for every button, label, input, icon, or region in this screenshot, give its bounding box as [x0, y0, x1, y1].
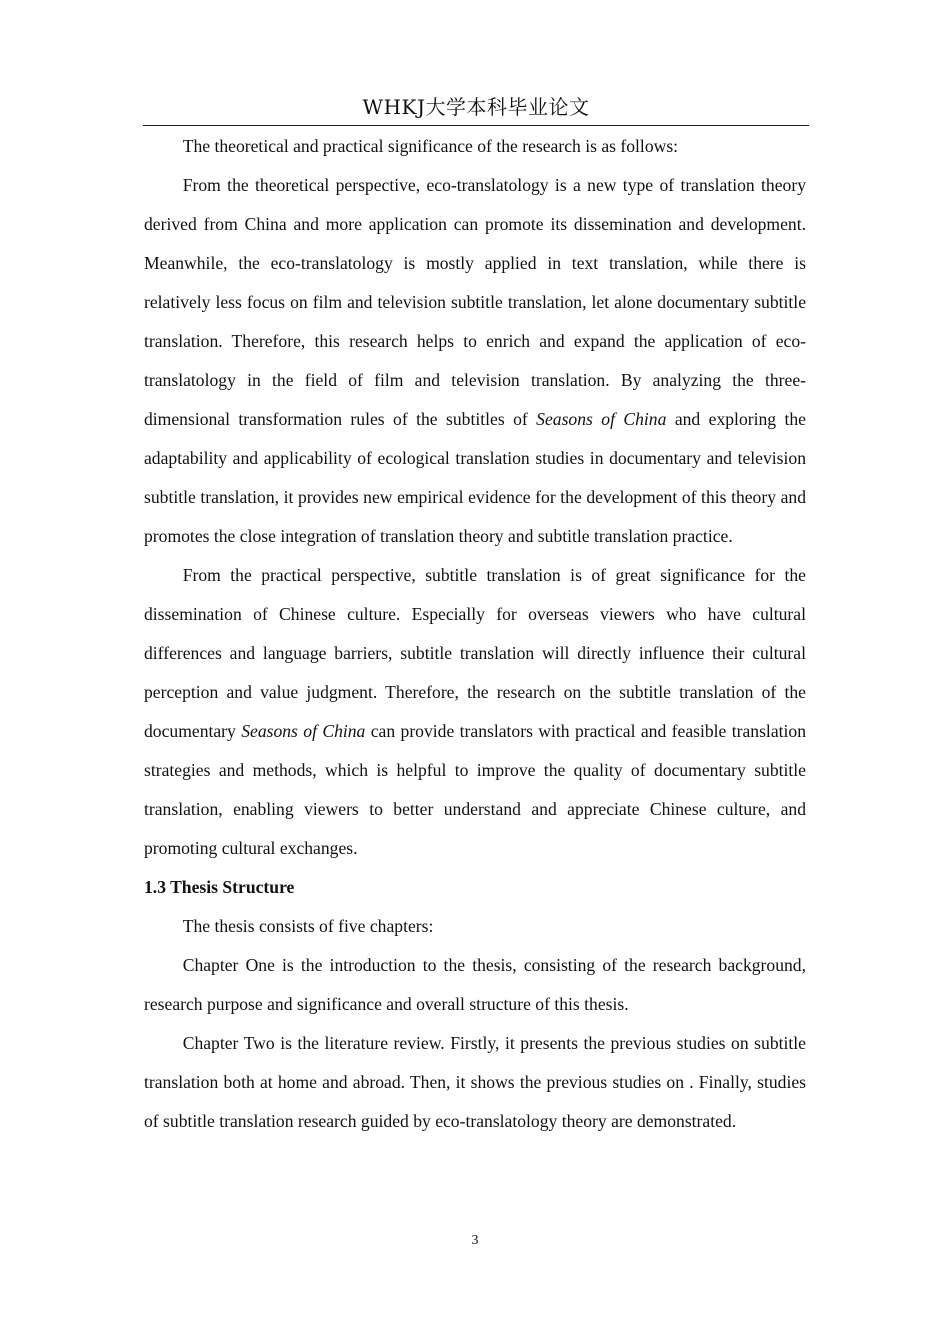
- documentary-title-italic: Seasons of China: [536, 409, 667, 429]
- page-body: [144, 127, 806, 1141]
- paragraph-chapter-two: [144, 1024, 806, 1141]
- paragraph-text: Chapter Two is the literature review. Firstly, it presents the previous studies on subtitle translation both at home and abroad. Then, it shows the previous studies on . Finally, studies of subtitle translation research guided by eco-translatology theory are demonstrated.: [144, 1033, 806, 1131]
- header-divider: [143, 125, 809, 126]
- paragraph-text: From the theoretical perspective, eco-translatology is a new type of translation theory derived from China and more application can promote its dissemination and development. Meanwhile, the eco-translatology is mostly applied in text translation, while there is relatively less focus on film and television subtitle translation, let alone documentary subtitle translation. Therefore, this research helps to enrich and expand the application of eco-translatology in the field of film and television translation. By analyzing the three-dimensional transformation rules of the subtitles of: [144, 175, 806, 429]
- paragraph-text: Chapter One is the introduction to the thesis, consisting of the research background, research purpose and significance and overall structure of this thesis.: [144, 955, 806, 1014]
- paragraph-theoretical-perspective: [144, 166, 806, 556]
- paragraph-chapters-intro: [144, 907, 806, 946]
- page-header-title: WHKJ大学本科毕业论文: [362, 95, 590, 119]
- paragraph-practical-perspective: [144, 556, 806, 868]
- paragraph-text: can provide translators with practical and feasible translation strategies and methods, which is helpful to improve the quality of documentary subtitle translation, enabling viewers to better understand and appreciate Chinese culture, and promoting cultural exchanges.: [144, 721, 806, 858]
- paragraph-text: The thesis consists of five chapters:: [182, 916, 434, 936]
- paragraph-text: and exploring the adaptability and applicability of ecological translation studies in documentary and television subtitle translation, it provides new empirical evidence for the development of this theory and promotes the close integration of translation theory and subtitle translation practice.: [144, 409, 806, 546]
- paragraph-significance-intro: [144, 127, 806, 166]
- paragraph-text: The theoretical and practical significance of the research is as follows:: [182, 136, 679, 156]
- paragraph-chapter-one: [144, 946, 806, 1024]
- page-number: 3: [471, 1233, 479, 1248]
- paragraph-text: From the practical perspective, subtitle translation is of great significance for the dissemination of Chinese culture. Especially for overseas viewers who have cultural differences and language barriers, subtitle translation will directly influence their cultural perception and value judgment. Therefore, the research on the subtitle translation of the documentary: [144, 565, 806, 741]
- section-heading-thesis-structure: 1.3 Thesis Structure: [144, 877, 295, 897]
- documentary-title-italic: Seasons of China: [241, 721, 366, 741]
